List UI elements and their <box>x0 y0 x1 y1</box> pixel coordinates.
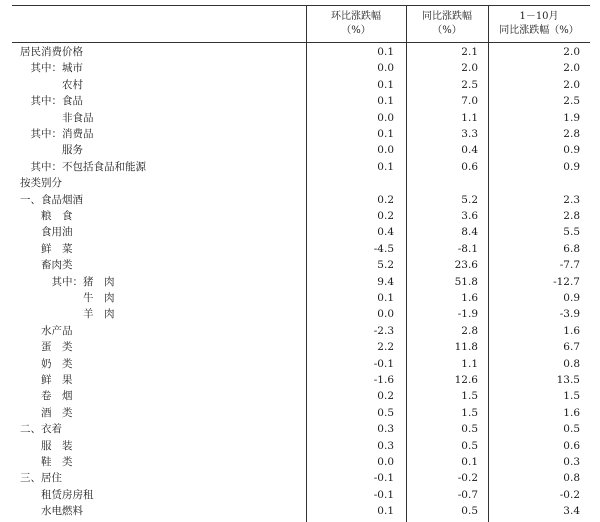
row-label: 其中：食品 <box>20 95 83 108</box>
yoy-value: 8.4 <box>461 226 478 239</box>
mom-value: 0.2 <box>377 390 394 403</box>
table-row <box>12 405 590 421</box>
table-row <box>12 438 590 454</box>
yoy-value: 1.6 <box>461 292 478 304</box>
table-row <box>12 306 590 322</box>
ytd-value: -0.2 <box>559 488 580 501</box>
yoy-value: 3.6 <box>461 210 478 222</box>
header-yoy-title: 同比涨跌幅 <box>422 11 472 22</box>
mom-value: -0.1 <box>373 488 394 501</box>
row-label: 按类别分 <box>20 177 62 190</box>
yoy-value: 0.1 <box>461 456 478 468</box>
ytd-value: 6.7 <box>563 341 580 354</box>
ytd-value: 0.8 <box>563 357 580 370</box>
ytd-value: 2.8 <box>563 128 580 140</box>
yoy-value: 12.6 <box>454 374 478 386</box>
table-row <box>12 142 590 158</box>
table-row <box>12 503 590 519</box>
table-row <box>12 290 590 306</box>
row-label: 居民消费价格 <box>20 46 83 58</box>
header-mom <box>306 10 406 38</box>
ytd-value: 0.3 <box>563 456 580 468</box>
ytd-value: -7.7 <box>559 259 580 272</box>
mom-value: 0.0 <box>377 308 394 321</box>
table-row <box>12 60 590 76</box>
header-yoy-unit: （%） <box>432 25 462 36</box>
ytd-value: 2.5 <box>563 95 580 108</box>
ytd-value: 2.8 <box>563 210 580 222</box>
mom-value: 0.2 <box>377 193 394 206</box>
header-ytd-unit: 同比涨跌幅（%） <box>499 25 579 36</box>
table-row <box>12 159 590 175</box>
yoy-value: 51.8 <box>454 275 478 288</box>
ytd-value: 1.6 <box>563 324 580 337</box>
row-label: 粮 食 <box>20 210 73 222</box>
table-row <box>12 339 590 355</box>
yoy-value: 23.6 <box>454 259 478 272</box>
mom-value: -0.1 <box>373 357 394 370</box>
ytd-value: 1.9 <box>563 111 580 124</box>
yoy-value: 0.6 <box>461 160 478 173</box>
table-row <box>12 126 590 142</box>
row-label: 畜肉类 <box>20 259 73 272</box>
table-row <box>12 110 590 126</box>
ytd-value: 6.8 <box>563 242 580 255</box>
row-label: 羊 肉 <box>20 308 115 321</box>
header-bottom-rule <box>12 42 590 43</box>
header-ytd-title: 1－10月 <box>519 11 559 22</box>
yoy-value: 1.5 <box>461 390 478 403</box>
yoy-value: 0.5 <box>461 439 478 452</box>
row-label: 租赁房房租 <box>20 488 94 501</box>
yoy-value: 3.3 <box>461 128 478 140</box>
mom-value: 0.1 <box>377 128 394 140</box>
mom-value: 2.2 <box>377 341 394 354</box>
table-row <box>12 388 590 404</box>
row-label: 三、居住 <box>20 472 62 485</box>
row-label: 奶 类 <box>20 357 73 370</box>
table-row <box>12 487 590 503</box>
yoy-value: 2.5 <box>461 78 478 91</box>
mom-value: 5.2 <box>377 259 394 272</box>
yoy-value: 2.1 <box>461 46 478 58</box>
table-row <box>12 175 590 191</box>
row-label: 鲜 果 <box>20 374 73 386</box>
row-label: 水产品 <box>20 324 73 337</box>
yoy-value: 11.8 <box>454 341 478 354</box>
header-mom-title: 环比涨跌幅 <box>331 11 381 22</box>
table-top-rule <box>12 5 590 6</box>
row-label: 鞋 类 <box>20 456 73 468</box>
table-row <box>12 224 590 240</box>
yoy-value: -0.7 <box>457 488 478 501</box>
yoy-value: 0.5 <box>461 423 478 436</box>
mom-value: 0.0 <box>377 456 394 468</box>
ytd-value: -12.7 <box>553 275 580 288</box>
mom-value: -2.3 <box>373 324 394 337</box>
row-label: 其中：猪 肉 <box>20 275 115 288</box>
row-label: 水电燃料 <box>20 505 83 518</box>
mom-value: -0.1 <box>373 472 394 485</box>
ytd-value: 0.9 <box>563 292 580 304</box>
table-row <box>12 274 590 290</box>
row-label: 其中：不包括食品和能源 <box>20 160 146 173</box>
mom-value: -4.5 <box>373 242 394 255</box>
yoy-value: -1.9 <box>457 308 478 321</box>
ytd-value: 2.0 <box>563 62 580 75</box>
mom-value: 0.1 <box>377 78 394 91</box>
ytd-value: 0.8 <box>563 472 580 485</box>
mom-value: 0.4 <box>377 226 394 239</box>
mom-value: 0.5 <box>377 406 394 419</box>
ytd-value: 5.5 <box>563 226 580 239</box>
yoy-value: 0.4 <box>461 144 478 157</box>
header-ytd <box>488 10 590 38</box>
ytd-value: 0.5 <box>563 423 580 436</box>
ytd-value: 2.0 <box>563 78 580 91</box>
row-label: 卷 烟 <box>20 390 73 403</box>
ytd-value: 3.4 <box>563 505 580 518</box>
row-label: 二、衣着 <box>20 423 62 436</box>
mom-value: -1.6 <box>373 374 394 386</box>
ytd-value: 0.6 <box>563 439 580 452</box>
ytd-value: 1.6 <box>563 406 580 419</box>
table-row <box>12 257 590 273</box>
mom-value: 0.2 <box>377 210 394 222</box>
ytd-value: -3.9 <box>559 308 580 321</box>
row-label: 非食品 <box>20 111 94 124</box>
mom-value: 0.1 <box>377 95 394 108</box>
mom-value: 0.0 <box>377 62 394 75</box>
ytd-value: 2.3 <box>563 193 580 206</box>
table-row <box>12 241 590 257</box>
mom-value: 0.1 <box>377 292 394 304</box>
yoy-value: 1.1 <box>461 357 478 370</box>
row-label: 蛋 类 <box>20 341 73 354</box>
yoy-value: 7.0 <box>461 95 478 108</box>
ytd-value: 13.5 <box>556 374 580 386</box>
row-label: 鲜 菜 <box>20 242 73 255</box>
yoy-value: -0.2 <box>457 472 478 485</box>
mom-value: 0.1 <box>377 160 394 173</box>
mom-value: 0.3 <box>377 439 394 452</box>
yoy-value: 2.0 <box>461 62 478 75</box>
mom-value: 0.0 <box>377 144 394 157</box>
row-label: 其中：消费品 <box>20 128 94 140</box>
yoy-value: 5.2 <box>461 193 478 206</box>
yoy-value: 1.5 <box>461 406 478 419</box>
row-label: 服务 <box>20 144 83 157</box>
ytd-value: 0.9 <box>563 144 580 157</box>
row-label: 食用油 <box>20 226 73 239</box>
ytd-value: 0.9 <box>563 160 580 173</box>
yoy-value: 0.5 <box>461 505 478 518</box>
table-row <box>12 454 590 470</box>
yoy-value: 2.8 <box>461 324 478 337</box>
ytd-value: 1.5 <box>563 390 580 403</box>
table-row <box>12 356 590 372</box>
table-row <box>12 372 590 388</box>
table-row <box>12 421 590 437</box>
mom-value: 0.1 <box>377 505 394 518</box>
mom-value: 0.0 <box>377 111 394 124</box>
row-label: 农村 <box>20 78 83 91</box>
table-row <box>12 44 590 60</box>
table-row <box>12 93 590 109</box>
yoy-value: 1.1 <box>461 111 478 124</box>
row-label: 其中：城市 <box>20 62 83 75</box>
yoy-value: -8.1 <box>457 242 478 255</box>
row-label: 酒 类 <box>20 406 73 419</box>
table-row <box>12 208 590 224</box>
row-label: 牛 肉 <box>20 292 115 304</box>
table-row <box>12 470 590 486</box>
row-label: 服 装 <box>20 439 73 452</box>
table-row <box>12 77 590 93</box>
table-row <box>12 192 590 208</box>
ytd-value: 2.0 <box>563 46 580 58</box>
mom-value: 9.4 <box>377 275 394 288</box>
mom-value: 0.1 <box>377 46 394 58</box>
mom-value: 0.3 <box>377 423 394 436</box>
table-row <box>12 323 590 339</box>
row-label: 一、食品烟酒 <box>20 193 83 206</box>
header-mom-unit: （%） <box>341 25 371 36</box>
header-yoy <box>406 10 488 38</box>
